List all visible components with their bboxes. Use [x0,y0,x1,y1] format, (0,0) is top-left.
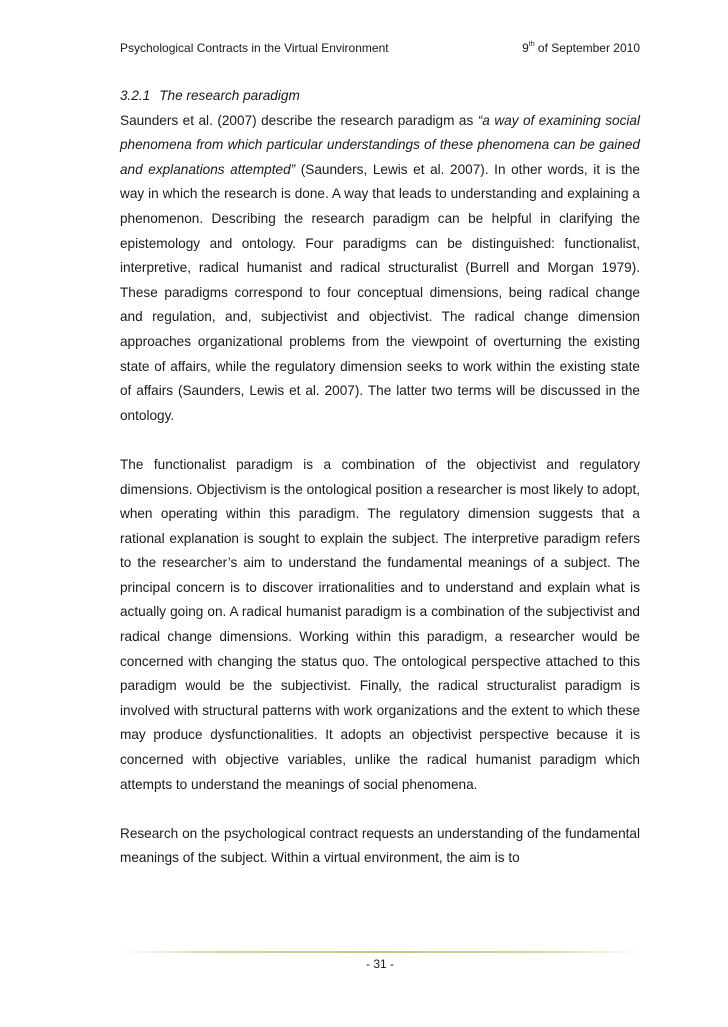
header-date-rest: of September 2010 [534,41,640,55]
paragraph-spacer [120,428,640,453]
paragraph-1-rest: (Saunders, Lewis et al. 2007). In other words, it is the way in which the research is done. A way that leads to understanding and explaining a phenomenon. Describing the research paradigm can be helpful in clarifying the epistemology and ontology. Four paradigms can be distinguished: functionalist, interpretive, radical humanist and radical structuralist (Burrell and Morgan 1979). These paradigms correspond to four conceptual dimensions, being radical change and regulation, and, subjectivist and objectivist. The radical change dimension approaches organizational problems from the viewpoint of overturning the existing state of affairs, while the regulatory dimension seeks to work within the existing state of affairs (Saunders, Lewis et al. 2007). The latter two terms will be discussed in the ontology. [120,161,640,423]
paragraph-spacer [120,797,640,822]
page-header [120,40,640,56]
header-date-suffix: th [528,41,535,48]
paragraph-3: Research on the psychological contract requests an understanding of the fundamental meanings of the subject. Within a virtual environment, the aim is to [120,825,640,866]
page-number: - 31 - [365,957,394,971]
header-title: Psychological Contracts in the Virtual Environment [120,41,389,55]
section-title: The research paradigm [159,88,300,103]
header-date [522,40,640,56]
paragraph-1-quote: “a way of examining social phenomena from which particular understandings of these phenomena can be gained and explanations attempted” [120,112,641,177]
paragraph-1 [120,109,640,429]
paragraph-2: The functionalist paradigm is a combination of the objectivist and regulatory dimensions. Objectivism is the ontological position a researcher is most likely to adopt, when operating within this paradigm. The regulatory dimension suggests that a rational explanation is sought to explain the subject. The interpretive paradigm refers to the researcher’s aim to understand the fundamental meanings of a subject. The principal concern is to discover irrationalities and to understand and explain what is actually going on. A radical humanist paradigm is a combination of the subjectivist and radical change dimensions. Working within this paradigm, a researcher would be concerned with changing the status quo. The ontological perspective attached to this paradigm would be the subjectivist. Finally, the radical structuralist paradigm is involved with structural patterns with work organizations and the extent to which these may produce dysfunctionalities. It adopts an objectivist perspective because it is concerned with objective variables, unlike the radical humanist paradigm which attempts to understand the meanings of social phenomena. [120,456,640,792]
paragraph-1-intro: Saunders et al. (2007) describe the research paradigm as [120,112,478,128]
section-heading [120,84,640,109]
page-body [120,84,640,871]
header-date-day: 9 [522,41,529,55]
footer-rule [120,951,640,953]
section-number: 3.2.1 [120,88,151,103]
